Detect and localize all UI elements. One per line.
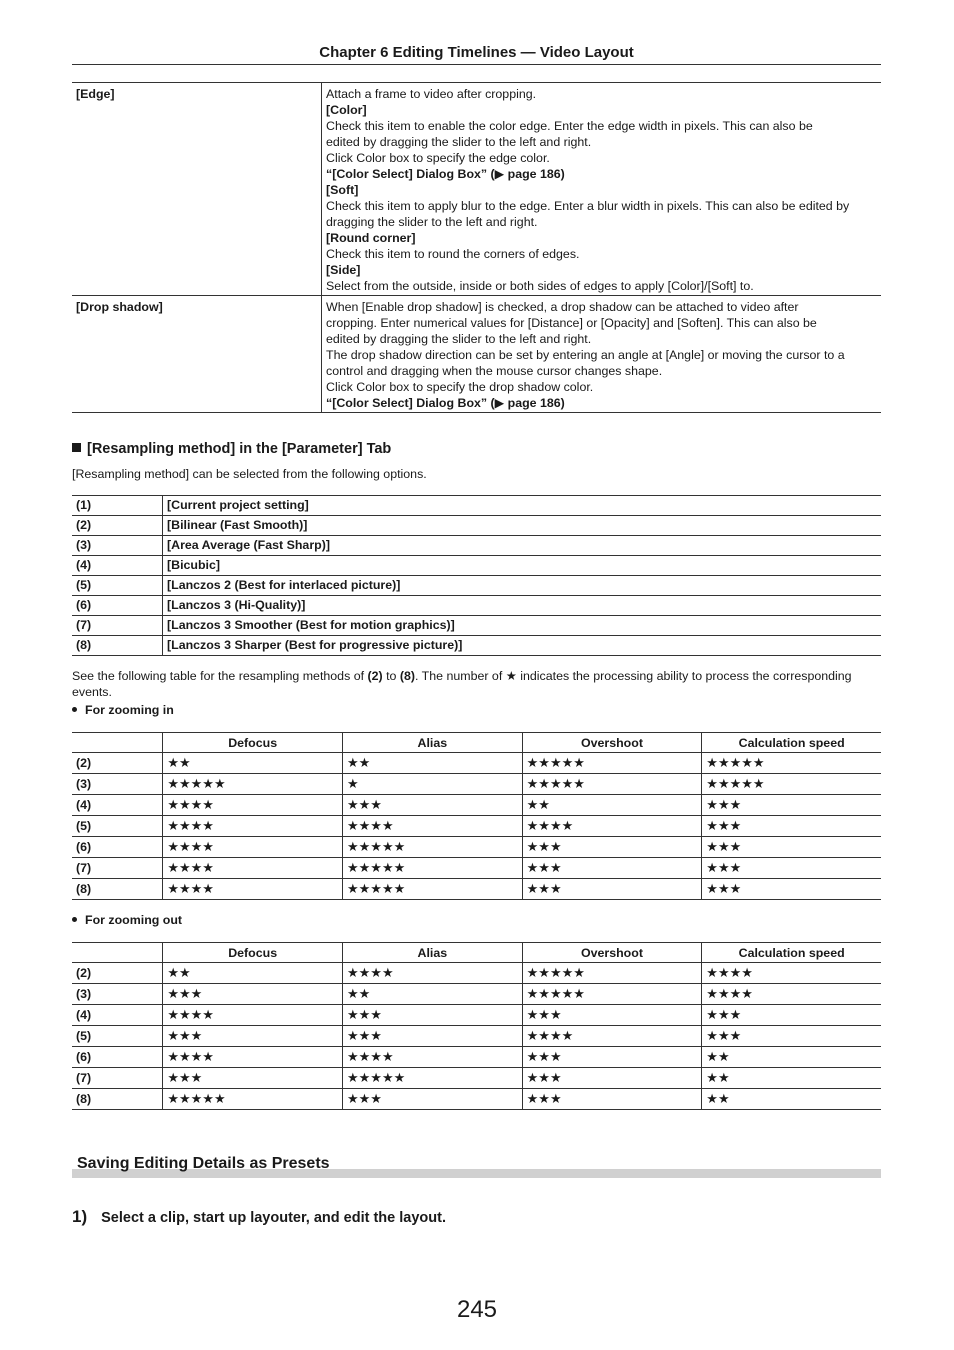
star-rating: ★★★ bbox=[522, 858, 702, 879]
parameter-table bbox=[72, 82, 881, 413]
star-rating: ★★★ bbox=[522, 1068, 702, 1089]
parameter-row bbox=[72, 296, 881, 413]
star-rating: ★★★★★ bbox=[342, 858, 522, 879]
description-line: edited by dragging the slider to the left and right. bbox=[326, 332, 592, 346]
method-number: (7) bbox=[72, 1068, 163, 1089]
parameter-description bbox=[322, 83, 882, 296]
zoom-in-label bbox=[72, 703, 174, 717]
star-rating: ★★★★★ bbox=[522, 774, 702, 795]
description-line: dragging the slider to the left and right. bbox=[326, 215, 538, 229]
step-1 bbox=[72, 1207, 446, 1227]
description-line: Check this item to apply blur to the edge. Enter a blur width in pixels. This can also be edited by bbox=[326, 199, 850, 213]
star-rating: ★★★★★ bbox=[163, 774, 343, 795]
description-line: “[Color Select] Dialog Box” (▶ page 186) bbox=[326, 167, 565, 181]
star-rating: ★★ bbox=[163, 753, 343, 774]
star-rating: ★★★★ bbox=[163, 879, 343, 900]
star-rating: ★★★★★ bbox=[342, 879, 522, 900]
parameter-key: [Drop shadow] bbox=[72, 296, 322, 413]
note-text-d: (8) bbox=[399, 669, 416, 683]
star-rating: ★★★ bbox=[522, 1089, 702, 1110]
star-rating: ★★★ bbox=[522, 1047, 702, 1068]
description-line: “[Color Select] Dialog Box” (▶ page 186) bbox=[326, 396, 565, 410]
star-rating: ★★★ bbox=[702, 1026, 881, 1047]
option-label: [Bilinear (Fast Smooth)] bbox=[163, 516, 882, 536]
note-text-e: . The number of ★ indicates the processing ability to process the corresponding events. bbox=[72, 669, 852, 699]
star-rating: ★★★ bbox=[522, 879, 702, 900]
star-rating: ★★★★ bbox=[342, 963, 522, 984]
star-rating: ★★★ bbox=[163, 1068, 343, 1089]
presets-section-heading bbox=[72, 1155, 881, 1178]
star-rating: ★★ bbox=[522, 795, 702, 816]
star-rating: ★★★★ bbox=[342, 816, 522, 837]
zoom-out-table bbox=[72, 942, 881, 1110]
option-row bbox=[72, 636, 881, 656]
note-text-b: (2) bbox=[367, 669, 383, 683]
option-label: [Lanczos 3 Smoother (Best for motion graphics)] bbox=[163, 616, 882, 636]
option-number: (5) bbox=[72, 576, 163, 596]
star-rating: ★ bbox=[342, 774, 522, 795]
star-rating: ★★ bbox=[342, 753, 522, 774]
description-line: edited by dragging the slider to the left and right. bbox=[326, 135, 592, 149]
description-line: [Round corner] bbox=[326, 231, 416, 245]
star-rating: ★★★ bbox=[522, 837, 702, 858]
rating-row bbox=[72, 753, 881, 774]
star-rating: ★★★ bbox=[163, 1026, 343, 1047]
step-number: 1) bbox=[72, 1207, 88, 1226]
star-rating: ★★ bbox=[702, 1047, 881, 1068]
bullet-dot-icon bbox=[72, 917, 77, 922]
star-rating: ★★★★★ bbox=[342, 837, 522, 858]
page-number: 245 bbox=[456, 1296, 498, 1323]
option-number: (6) bbox=[72, 596, 163, 616]
column-header: Calculation speed bbox=[702, 733, 881, 753]
star-rating: ★★ bbox=[342, 984, 522, 1005]
star-rating: ★★★ bbox=[342, 1026, 522, 1047]
parameter-description bbox=[322, 296, 882, 413]
star-rating: ★★★★★ bbox=[702, 774, 881, 795]
description-line: Attach a frame to video after cropping. bbox=[326, 87, 537, 101]
header-blank bbox=[72, 943, 163, 963]
star-rating: ★★★★ bbox=[702, 984, 881, 1005]
star-rating: ★★★★ bbox=[163, 1005, 343, 1026]
star-rating: ★★★ bbox=[702, 837, 881, 858]
star-rating: ★★★ bbox=[163, 984, 343, 1005]
star-rating: ★★★ bbox=[342, 1089, 522, 1110]
description-line: Click Color box to specify the drop shadow color. bbox=[326, 380, 594, 394]
description-line: The drop shadow direction can be set by entering an angle at [Angle] or moving the cursor to a bbox=[326, 348, 845, 362]
method-number: (5) bbox=[72, 816, 163, 837]
star-rating: ★★★★ bbox=[163, 1047, 343, 1068]
method-number: (2) bbox=[72, 753, 163, 774]
method-number: (6) bbox=[72, 837, 163, 858]
resampling-options-table bbox=[72, 495, 881, 656]
description-line: Check this item to round the corners of edges. bbox=[326, 247, 580, 261]
star-rating: ★★ bbox=[702, 1089, 881, 1110]
option-row bbox=[72, 596, 881, 616]
rating-row bbox=[72, 1047, 881, 1068]
column-header: Overshoot bbox=[522, 943, 702, 963]
zoom-out-label-text: For zooming out bbox=[85, 913, 183, 927]
option-row bbox=[72, 556, 881, 576]
method-number: (2) bbox=[72, 963, 163, 984]
rating-row bbox=[72, 1089, 881, 1110]
star-rating: ★★ bbox=[702, 1068, 881, 1089]
column-header: Defocus bbox=[163, 943, 343, 963]
description-line: [Soft] bbox=[326, 183, 359, 197]
method-number: (8) bbox=[72, 879, 163, 900]
option-row bbox=[72, 516, 881, 536]
square-bullet-icon bbox=[72, 443, 81, 452]
star-rating: ★★★ bbox=[702, 795, 881, 816]
description-line: Check this item to enable the color edge. Enter the edge width in pixels. This can also be bbox=[326, 119, 813, 133]
method-number: (3) bbox=[72, 774, 163, 795]
method-number: (4) bbox=[72, 1005, 163, 1026]
zoom-out-label bbox=[72, 913, 182, 927]
star-rating: ★★★★★ bbox=[163, 1089, 343, 1110]
star-rating: ★★★★ bbox=[163, 858, 343, 879]
description-line: [Color] bbox=[326, 103, 367, 117]
star-rating: ★★★★★ bbox=[702, 753, 881, 774]
star-rating: ★★★★★ bbox=[522, 963, 702, 984]
zoom-in-table bbox=[72, 732, 881, 900]
resampling-section-heading bbox=[72, 441, 391, 457]
method-number: (5) bbox=[72, 1026, 163, 1047]
option-row bbox=[72, 576, 881, 596]
option-label: [Bicubic] bbox=[163, 556, 882, 576]
star-rating: ★★★ bbox=[342, 795, 522, 816]
resampling-heading-text: [Resampling method] in the [Parameter] Tab bbox=[87, 441, 392, 457]
star-rating: ★★★★★ bbox=[522, 984, 702, 1005]
option-label: [Lanczos 3 Sharper (Best for progressive picture)] bbox=[163, 636, 882, 656]
rating-row bbox=[72, 963, 881, 984]
zoom-in-label-text: For zooming in bbox=[85, 703, 174, 717]
option-number: (1) bbox=[72, 496, 163, 516]
column-header: Overshoot bbox=[522, 733, 702, 753]
step-text: Select a clip, start up layouter, and edit the layout. bbox=[101, 1210, 446, 1226]
method-number: (3) bbox=[72, 984, 163, 1005]
star-rating: ★★★★ bbox=[702, 963, 881, 984]
rating-row bbox=[72, 1026, 881, 1047]
method-number: (7) bbox=[72, 858, 163, 879]
option-number: (3) bbox=[72, 536, 163, 556]
rating-row bbox=[72, 816, 881, 837]
option-number: (4) bbox=[72, 556, 163, 576]
description-line: cropping. Enter numerical values for [Distance] or [Opacity] and [Soften]. This can also be bbox=[326, 316, 817, 330]
resampling-intro: [Resampling method] can be selected from the following options. bbox=[72, 467, 427, 481]
star-rating: ★★★★ bbox=[522, 1026, 702, 1047]
star-rating: ★★★ bbox=[702, 858, 881, 879]
star-rating: ★★★★★ bbox=[342, 1068, 522, 1089]
option-label: [Current project setting] bbox=[163, 496, 882, 516]
option-number: (8) bbox=[72, 636, 163, 656]
option-number: (2) bbox=[72, 516, 163, 536]
header-blank bbox=[72, 733, 163, 753]
description-line: control and dragging when the mouse cursor changes shape. bbox=[326, 364, 663, 378]
rating-row bbox=[72, 1005, 881, 1026]
rating-row bbox=[72, 1068, 881, 1089]
star-rating: ★★★ bbox=[702, 879, 881, 900]
star-rating: ★★★★ bbox=[163, 837, 343, 858]
option-row bbox=[72, 616, 881, 636]
star-rating: ★★★ bbox=[342, 1005, 522, 1026]
rating-row bbox=[72, 774, 881, 795]
method-number: (6) bbox=[72, 1047, 163, 1068]
method-number: (8) bbox=[72, 1089, 163, 1110]
star-rating: ★★★★ bbox=[522, 816, 702, 837]
option-label: [Lanczos 3 (Hi-Quality)] bbox=[163, 596, 882, 616]
rating-row bbox=[72, 837, 881, 858]
note-text-a: See the following table for the resampling methods of bbox=[72, 669, 368, 683]
star-rating: ★★★★ bbox=[342, 1047, 522, 1068]
option-number: (7) bbox=[72, 616, 163, 636]
description-line: Select from the outside, inside or both sides of edges to apply [Color]/[Soft] to. bbox=[326, 279, 754, 293]
description-line: When [Enable drop shadow] is checked, a drop shadow can be attached to video after bbox=[326, 300, 799, 314]
method-number: (4) bbox=[72, 795, 163, 816]
resampling-note bbox=[72, 668, 881, 700]
rating-row bbox=[72, 795, 881, 816]
parameter-row bbox=[72, 83, 881, 296]
rating-row bbox=[72, 984, 881, 1005]
star-rating: ★★★ bbox=[702, 816, 881, 837]
parameter-key: [Edge] bbox=[72, 83, 322, 296]
column-header: Alias bbox=[342, 733, 522, 753]
star-rating: ★★★★ bbox=[163, 816, 343, 837]
option-label: [Lanczos 2 (Best for interlaced picture)] bbox=[163, 576, 882, 596]
note-text-c: to bbox=[382, 669, 400, 683]
option-row bbox=[72, 496, 881, 516]
option-label: [Area Average (Fast Sharp)] bbox=[163, 536, 882, 556]
column-header: Defocus bbox=[163, 733, 343, 753]
star-rating: ★★★ bbox=[702, 1005, 881, 1026]
presets-heading-text: Saving Editing Details as Presets bbox=[77, 1155, 330, 1172]
star-rating: ★★★★★ bbox=[522, 753, 702, 774]
star-rating: ★★ bbox=[163, 963, 343, 984]
option-row bbox=[72, 536, 881, 556]
bullet-dot-icon bbox=[72, 707, 77, 712]
column-header: Calculation speed bbox=[702, 943, 881, 963]
description-line: Click Color box to specify the edge color. bbox=[326, 151, 550, 165]
chapter-header: Chapter 6 Editing Timelines — Video Layout bbox=[72, 44, 881, 65]
column-header: Alias bbox=[342, 943, 522, 963]
rating-row bbox=[72, 879, 881, 900]
star-rating: ★★★ bbox=[522, 1005, 702, 1026]
description-line: [Side] bbox=[326, 263, 361, 277]
rating-row bbox=[72, 858, 881, 879]
star-rating: ★★★★ bbox=[163, 795, 343, 816]
